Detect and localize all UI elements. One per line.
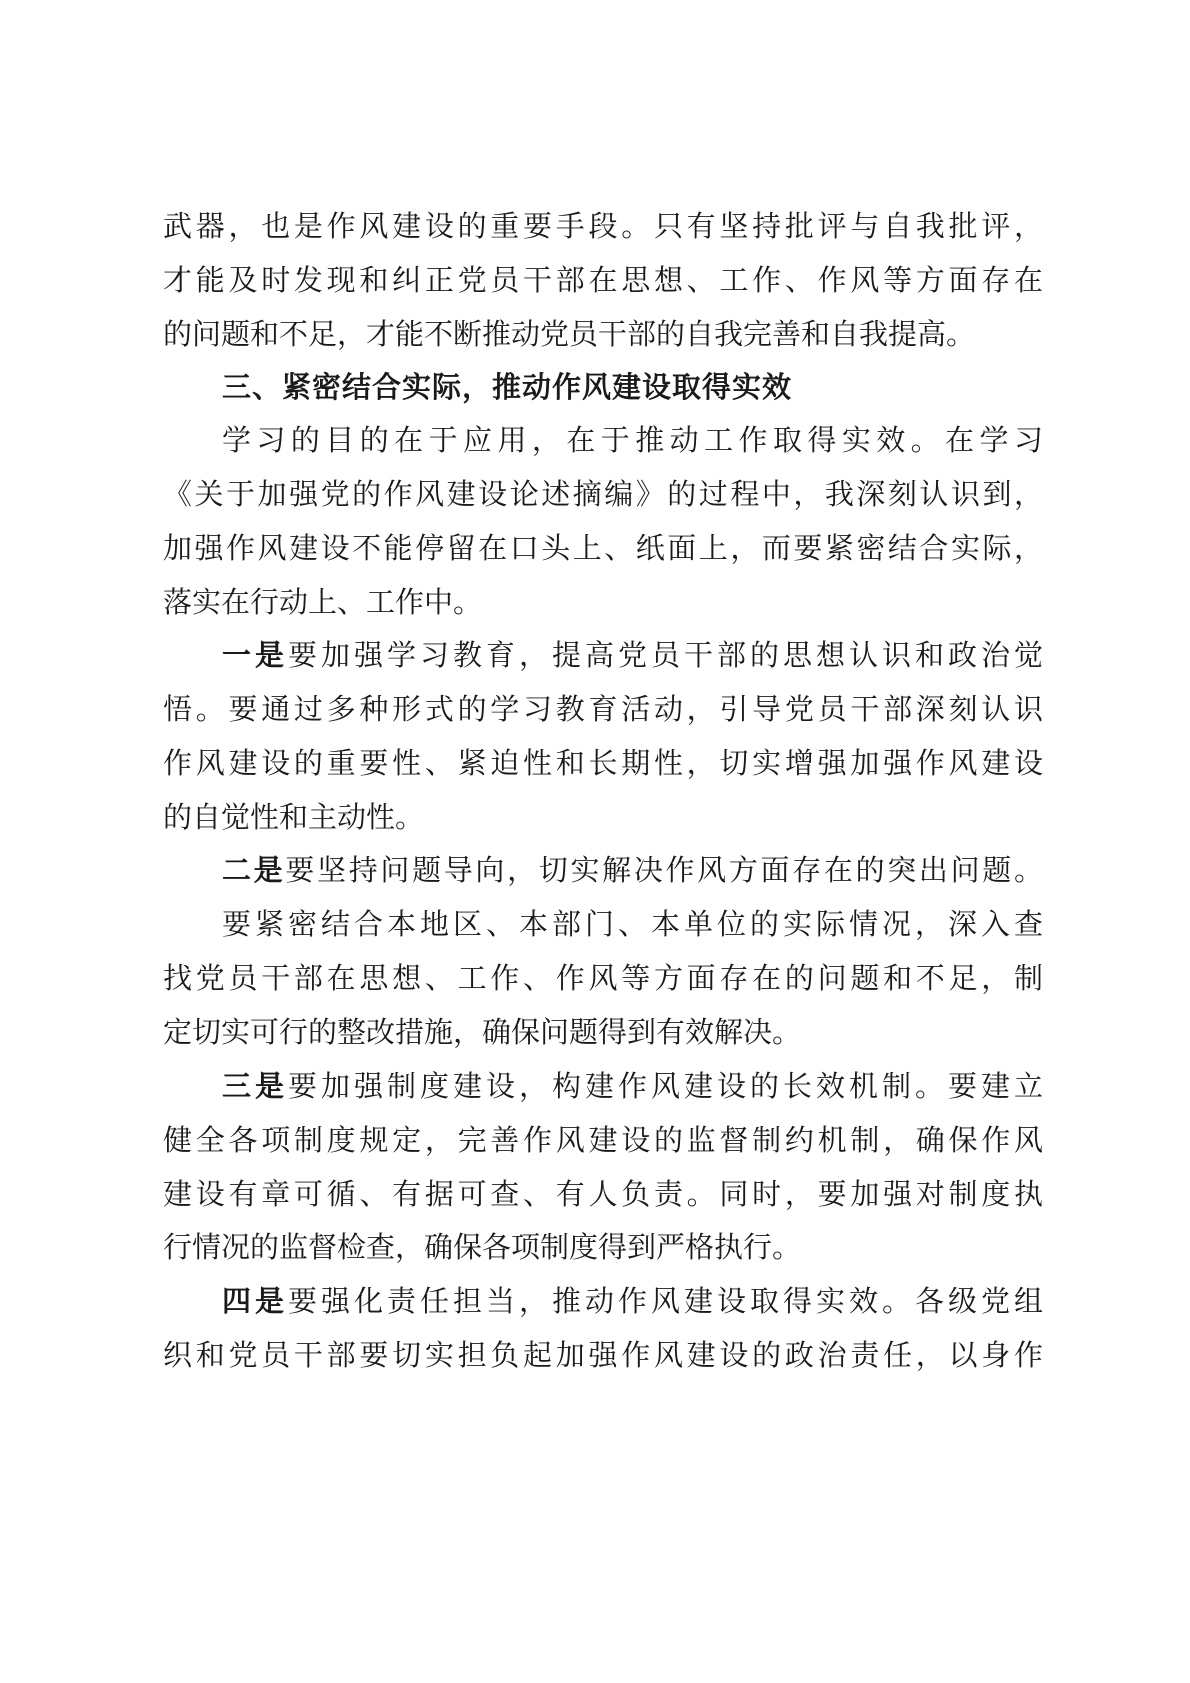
paragraph-line: 行情况的监督检查，确保各项制度得到严格执行。	[163, 1230, 802, 1264]
point-lead: 一是	[222, 638, 288, 672]
paragraph-line: 悟。要通过多种形式的学习教育活动，引导党员干部深刻认识	[163, 692, 1043, 726]
paragraph-line: 作风建设的重要性、紧迫性和长期性，切实增强加强作风建设	[163, 746, 1043, 780]
point-text: 要加强学习教育，提高党员干部的思想认识和政治觉	[288, 638, 1043, 672]
point-first-line	[222, 845, 1043, 895]
point-lead: 四是	[222, 1284, 288, 1318]
point-text: 要加强制度建设，构建作风建设的长效机制。要建立	[288, 1069, 1043, 1103]
point-first-line	[222, 1061, 1043, 1111]
paragraph-line: 落实在行动上、工作中。	[163, 585, 483, 619]
section-heading: 三、紧密结合实际，推动作风建设取得实效	[222, 370, 793, 404]
paragraph-line: 定切实可行的整改措施，确保问题得到有效解决。	[163, 1015, 802, 1049]
point-first-line	[222, 630, 1043, 680]
point-first-line	[222, 1276, 1043, 1326]
point-text: 要坚持问题导向，切实解决作风方面存在的突出问题。	[285, 853, 1043, 887]
paragraph-line: 加强作风建设不能停留在口头上、纸面上，而要紧密结合实际，	[163, 531, 1043, 565]
paragraph-line: 要紧密结合本地区、本部门、本单位的实际情况，深入查	[222, 907, 1043, 941]
point-text: 要强化责任担当，推动作风建设取得实效。各级党组	[288, 1284, 1043, 1318]
paragraph-line: 的自觉性和主动性。	[163, 800, 425, 834]
point-lead: 二是	[222, 853, 286, 887]
point-lead: 三是	[222, 1069, 288, 1103]
paragraph-line: 《关于加强党的作风建设论述摘编》的过程中，我深刻认识到，	[163, 477, 1043, 511]
paragraph-line: 学习的目的在于应用，在于推动工作取得实效。在学习	[222, 423, 1043, 457]
paragraph-line: 健全各项制度规定，完善作风建设的监督制约机制，确保作风	[163, 1123, 1043, 1157]
paragraph-line: 织和党员干部要切实担负起加强作风建设的政治责任，以身作	[163, 1338, 1043, 1372]
paragraph-line: 的问题和不足，才能不断推动党员干部的自我完善和自我提高。	[163, 317, 976, 351]
paragraph-line: 才能及时发现和纠正党员干部在思想、工作、作风等方面存在	[163, 263, 1043, 297]
paragraph-line: 武器，也是作风建设的重要手段。只有坚持批评与自我批评，	[163, 209, 1043, 243]
paragraph-line: 找党员干部在思想、工作、作风等方面存在的问题和不足，制	[163, 961, 1043, 995]
paragraph-line: 建设有章可循、有据可查、有人负责。同时，要加强对制度执	[163, 1177, 1043, 1211]
